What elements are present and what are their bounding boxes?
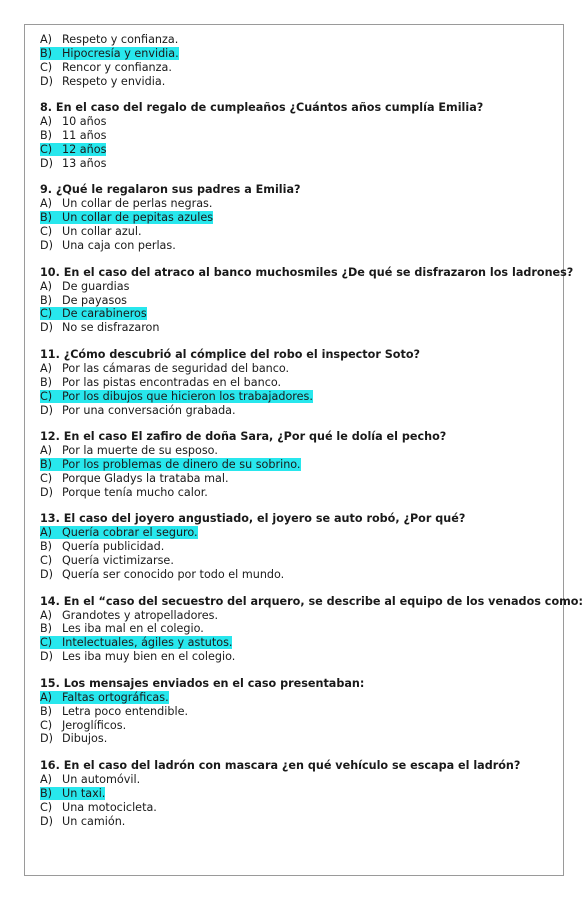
- option-highlight: [40, 197, 212, 210]
- quiz-content: [40, 33, 583, 841]
- question-text: 11. ¿Cómo descubrió al cómplice del robo el inspector Soto?: [40, 347, 421, 361]
- answer-option: [40, 444, 560, 458]
- answer-option: [40, 486, 560, 500]
- option-text: Faltas ortográficas.: [62, 690, 169, 704]
- option-text: 10 años: [62, 115, 107, 129]
- question-block: [40, 677, 560, 747]
- option-highlight: [40, 225, 142, 238]
- option-letter: C): [40, 800, 53, 814]
- answer-option: [40, 609, 560, 623]
- option-text: Por las cámaras de seguridad del banco.: [62, 361, 290, 375]
- option-text: Quería ser conocido por todo el mundo.: [62, 568, 285, 582]
- option-text: Quería cobrar el seguro.: [62, 526, 198, 540]
- option-highlight: [40, 732, 107, 745]
- option-highlight: [40, 691, 169, 704]
- option-text: 13 años: [62, 156, 107, 170]
- option-highlight: [40, 773, 140, 786]
- option-letter: B): [40, 540, 53, 554]
- option-letter: B): [40, 622, 53, 636]
- option-letter: C): [40, 60, 53, 74]
- option-highlight: [40, 61, 172, 74]
- option-letter: A): [40, 608, 53, 622]
- question-text: 15. Los mensajes enviados en el caso presentaban:: [40, 676, 365, 690]
- option-highlight: [40, 801, 157, 814]
- option-letter: B): [40, 211, 53, 225]
- question-text: 13. El caso del joyero angustiado, el joyero se auto robó, ¿Por qué?: [40, 512, 466, 526]
- answer-option: [40, 115, 560, 129]
- answer-option: [40, 472, 560, 486]
- option-text: Intelectuales, ágiles y astutos.: [62, 636, 233, 650]
- question-text: 12. En el caso El zafiro de doña Sara, ¿Por qué le dolía el pecho?: [40, 430, 447, 444]
- question-text: 16. En el caso del ladrón con mascara ¿en qué vehículo se escapa el ladrón?: [40, 758, 521, 772]
- option-letter: D): [40, 814, 53, 828]
- option-text: Por las pistas encontradas en el banco.: [62, 375, 282, 389]
- option-highlight: [40, 294, 127, 307]
- option-letter: D): [40, 239, 53, 253]
- question-block: [40, 430, 560, 500]
- answer-option: [40, 157, 560, 171]
- option-highlight: [40, 636, 232, 649]
- option-text: Letra poco entendible.: [62, 704, 189, 718]
- answer-option-correct: [40, 526, 560, 540]
- answer-option: [40, 540, 560, 554]
- option-highlight: [40, 705, 188, 718]
- answer-option: [40, 568, 560, 582]
- question-text: 14. En el “caso del secuestro del arquero, se describe al equipo de los venados como:: [40, 594, 583, 608]
- answer-option-correct: [40, 211, 560, 225]
- option-text: Una caja con perlas.: [62, 239, 176, 253]
- answer-option-correct: [40, 390, 560, 404]
- option-letter: D): [40, 650, 53, 664]
- option-letter: A): [40, 690, 53, 704]
- option-letter: B): [40, 375, 53, 389]
- answer-option: [40, 294, 560, 308]
- answer-option: [40, 197, 560, 211]
- question-text: 9. ¿Qué le regalaron sus padres a Emilia?: [40, 183, 301, 197]
- option-highlight: [40, 787, 105, 800]
- answer-option: [40, 801, 560, 815]
- answer-option-correct: [40, 691, 560, 705]
- answer-option: [40, 33, 560, 47]
- option-highlight: [40, 33, 178, 46]
- option-highlight: [40, 526, 198, 539]
- option-text: Rencor y confianza.: [62, 60, 172, 74]
- option-letter: C): [40, 307, 53, 321]
- option-text: Un taxi.: [62, 786, 106, 800]
- option-text: 11 años: [62, 129, 107, 143]
- option-letter: C): [40, 471, 53, 485]
- option-highlight: [40, 458, 301, 471]
- option-letter: C): [40, 389, 53, 403]
- answer-option: [40, 622, 560, 636]
- option-highlight: [40, 75, 165, 88]
- option-letter: A): [40, 526, 53, 540]
- option-text: Porque tenía mucho calor.: [62, 485, 208, 499]
- option-text: De payasos: [62, 293, 127, 307]
- option-highlight: [40, 280, 129, 293]
- answer-option-correct: [40, 787, 560, 801]
- option-text: Respeto y envidia.: [62, 74, 166, 88]
- option-text: Un collar de perlas negras.: [62, 197, 213, 211]
- answer-option: [40, 129, 560, 143]
- option-highlight: [40, 321, 160, 334]
- option-text: Respeto y confianza.: [62, 33, 179, 46]
- answer-option: [40, 719, 560, 733]
- question-text: 10. En el caso del atraco al banco muchosmiles ¿De qué se disfrazaron los ladrones?: [40, 265, 574, 279]
- answer-option: [40, 75, 560, 89]
- option-highlight: [40, 568, 284, 581]
- option-text: Por la muerte de su esposo.: [62, 444, 218, 458]
- option-letter: D): [40, 321, 53, 335]
- option-text: Jeroglíficos.: [62, 718, 127, 732]
- option-letter: D): [40, 74, 53, 88]
- option-highlight: [40, 362, 289, 375]
- option-letter: A): [40, 279, 53, 293]
- option-letter: B): [40, 293, 53, 307]
- option-text: Por los problemas de dinero de su sobrino.: [62, 458, 301, 471]
- option-text: No se disfrazaron: [62, 321, 160, 335]
- option-letter: C): [40, 718, 53, 732]
- option-letter: D): [40, 156, 53, 170]
- question-block: [40, 183, 560, 253]
- option-letter: D): [40, 732, 53, 746]
- option-text: Un automóvil.: [62, 772, 141, 786]
- option-text: Por los dibujos que hicieron los trabajadores.: [62, 389, 313, 403]
- answer-option-correct: [40, 636, 560, 650]
- option-text: Una motocicleta.: [62, 800, 157, 814]
- answer-option: [40, 773, 560, 787]
- answer-option: [40, 61, 560, 75]
- option-letter: D): [40, 485, 53, 499]
- option-highlight: [40, 404, 236, 417]
- answer-option: [40, 362, 560, 376]
- option-text: Un camión.: [62, 814, 126, 828]
- question-block: [40, 759, 560, 829]
- option-text: Quería victimizarse.: [62, 554, 174, 568]
- option-letter: A): [40, 33, 53, 46]
- question-text: 8. En el caso del regalo de cumpleaños ¿Cuántos años cumplía Emilia?: [40, 101, 484, 115]
- answer-option: [40, 732, 560, 746]
- answer-option: [40, 705, 560, 719]
- option-text: Grandotes y atropelladores.: [62, 608, 219, 622]
- option-text: Les iba muy bien en el colegio.: [62, 650, 236, 664]
- option-highlight: [40, 540, 164, 553]
- option-highlight: [40, 650, 235, 663]
- question-block: [40, 101, 560, 171]
- answer-option: [40, 321, 560, 335]
- option-highlight: [40, 444, 218, 457]
- option-letter: A): [40, 772, 53, 786]
- answer-option: [40, 554, 560, 568]
- answer-option: [40, 225, 560, 239]
- option-letter: C): [40, 225, 53, 239]
- answer-option: [40, 239, 560, 253]
- option-text: De carabineros: [62, 307, 147, 321]
- option-highlight: [40, 307, 147, 320]
- answer-option-correct: [40, 458, 560, 472]
- option-text: De guardias: [62, 279, 130, 293]
- answer-option: [40, 815, 560, 829]
- answer-option: [40, 650, 560, 664]
- option-text: Porque Gladys la trataba mal.: [62, 471, 229, 485]
- option-letter: B): [40, 129, 53, 143]
- option-letter: C): [40, 143, 53, 157]
- option-text: Hipocresía y envidia.: [62, 46, 179, 60]
- option-highlight: [40, 376, 281, 389]
- option-letter: A): [40, 197, 53, 211]
- answer-option: [40, 280, 560, 294]
- option-highlight: [40, 719, 126, 732]
- option-letter: B): [40, 704, 53, 718]
- answer-option-correct: [40, 143, 560, 157]
- option-letter: D): [40, 403, 53, 417]
- answer-option-correct: [40, 47, 560, 61]
- option-text: Un collar de pepitas azules: [62, 211, 214, 225]
- option-letter: D): [40, 568, 53, 582]
- option-highlight: [40, 554, 174, 567]
- option-text: Dibujos.: [62, 732, 108, 746]
- option-highlight: [40, 390, 313, 403]
- option-letter: C): [40, 636, 53, 650]
- option-highlight: [40, 239, 176, 252]
- answer-option-correct: [40, 307, 560, 321]
- question-block: [40, 512, 560, 582]
- option-text: Les iba mal en el colegio.: [62, 622, 204, 636]
- option-highlight: [40, 609, 218, 622]
- option-letter: B): [40, 458, 53, 471]
- question-block: [40, 265, 574, 336]
- answer-option: [40, 376, 560, 390]
- option-letter: B): [40, 786, 53, 800]
- option-highlight: [40, 143, 106, 156]
- option-highlight: [40, 815, 125, 828]
- option-text: Quería publicidad.: [62, 540, 165, 554]
- option-text: Un collar azul.: [62, 225, 142, 239]
- option-letter: C): [40, 554, 53, 568]
- option-highlight: [40, 129, 106, 142]
- option-highlight: [40, 622, 204, 635]
- question-block: [40, 33, 560, 89]
- question-block: [40, 348, 560, 418]
- option-highlight: [40, 211, 213, 224]
- answer-option: [40, 404, 560, 418]
- option-letter: A): [40, 444, 53, 458]
- question-block: [40, 594, 583, 665]
- option-highlight: [40, 472, 229, 485]
- option-highlight: [40, 47, 179, 60]
- option-text: Por una conversación grabada.: [62, 403, 236, 417]
- option-text: 12 años: [62, 143, 107, 157]
- option-highlight: [40, 157, 106, 170]
- option-letter: B): [40, 46, 53, 60]
- option-highlight: [40, 486, 208, 499]
- option-letter: A): [40, 361, 53, 375]
- option-letter: A): [40, 115, 53, 129]
- option-highlight: [40, 115, 106, 128]
